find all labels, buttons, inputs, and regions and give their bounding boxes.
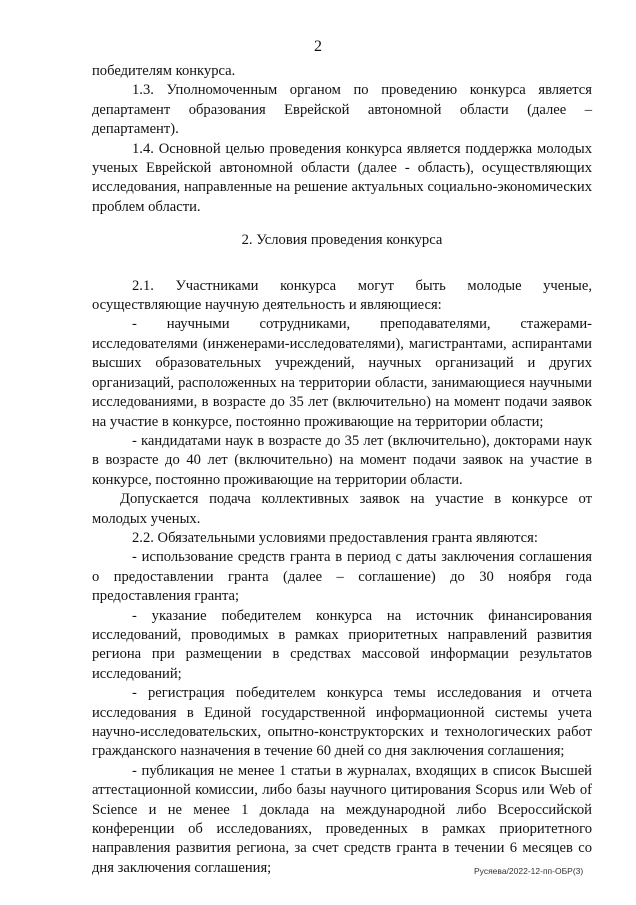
paragraph: 2.1. Участниками конкурса могут быть молодые ученые, осуществляющие научную деятельность и являющиеся: bbox=[92, 277, 592, 314]
section-heading: 2. Условия проведения конкурса bbox=[241, 232, 443, 249]
list-item: - публикация не менее 1 статьи в журналах, входящих в список Высшей аттестационной комиссии, либо базы научного цитирования Scopus или Web of Science и не менее 1 доклада на международной либо Всероссийской конференции об исследованиях, проведенных в рамках приоритетного направления развития региона, за счет средств гранта в течении 6 месяцев со дня заключения соглашения; bbox=[92, 762, 592, 876]
list-item: - регистрация победителем конкурса темы исследования и отчета исследования в Единой государственной информационной системы учета научно-исследовательских, опытно-конструкторских и технологических работ гражданского назначения в течение 60 дней со дня заключения соглашения; bbox=[92, 685, 592, 760]
list-item: - использование средств гранта в период с даты заключения соглашения о предоставлении гранта (далее – соглашение) до 30 ноября года предоставления гранта; bbox=[92, 549, 592, 605]
list-item: - указание победителем конкурса на источник финансирования исследований, проводимых в рамках приоритетных направлений развития региона при размещении в средствах массовой информации результатов исследований; bbox=[92, 607, 592, 682]
paragraph: победителям конкурса. bbox=[92, 63, 236, 79]
footer-code: Русяева/2022-12-пп-ОБР(3) bbox=[474, 866, 584, 876]
paragraph: 1.3. Уполномоченным органом по проведению конкурса является департамент образования Еврейской автономной области (далее – департамент). bbox=[92, 82, 592, 138]
paragraph: Допускается подача коллективных заявок на участие в конкурсе от молодых ученых. bbox=[92, 491, 592, 527]
page-number: 2 bbox=[314, 38, 322, 55]
list-item: - научными сотрудниками, преподавателями, стажерами-исследователями (инженерами-исследователями), магистрантами, аспирантами высших образовательных учреждений, научных организаций и других организаций, расположенных на территории области, занимающиеся научными исследованиями, в возрасте до 35 лет (включительно) на момент подачи заявок на участие в конкурсе, постоянно проживающие на территории области; bbox=[92, 316, 592, 430]
paragraph: 2.2. Обязательными условиями предоставления гранта являются: bbox=[132, 529, 538, 546]
document-body bbox=[92, 62, 592, 878]
list-item: - кандидатами наук в возрасте до 35 лет (включительно), докторами наук в возрасте до 40 лет (включительно) на момент подачи заявок на участие в конкурсе, постоянно проживающие на территории области. bbox=[92, 432, 592, 488]
paragraph: 1.4. Основной целью проведения конкурса является поддержка молодых ученых Еврейской автономной области (далее - область), осуществляющих исследования, направленные на решение актуальных социально-экономических проблем области. bbox=[92, 140, 592, 215]
